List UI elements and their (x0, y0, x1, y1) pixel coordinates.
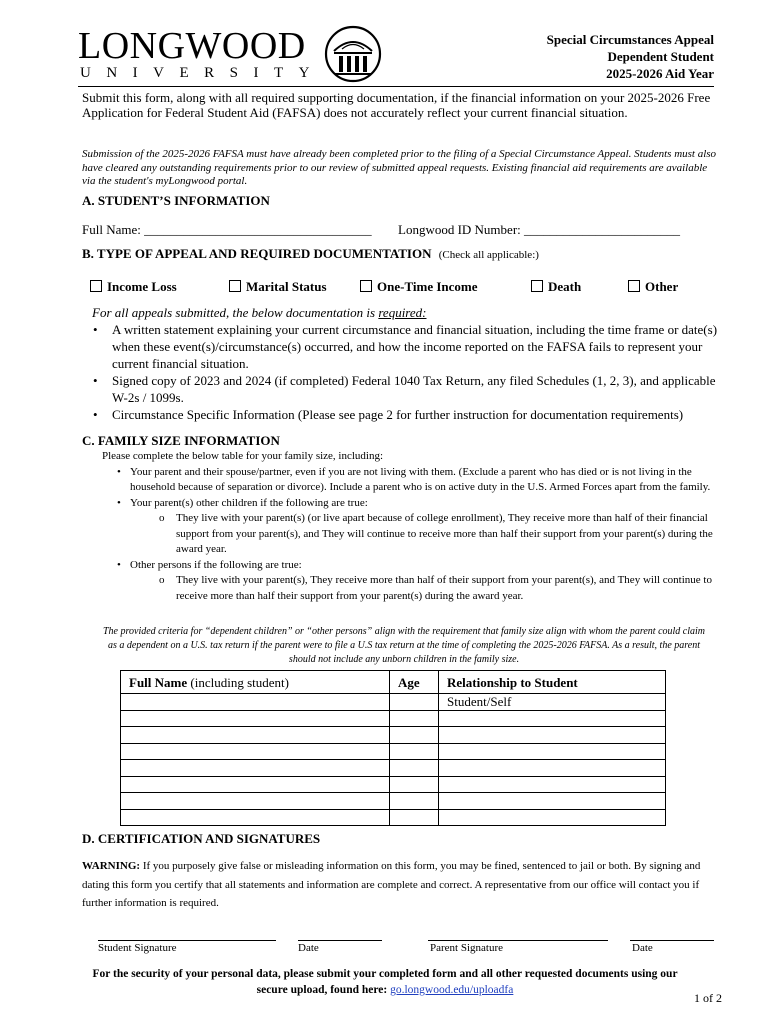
checkbox-income-loss[interactable] (90, 279, 177, 295)
checkbox-label: One-Time Income (377, 279, 478, 294)
logo-subtitle: UNIVERSITY (80, 65, 325, 81)
warning-paragraph (82, 857, 712, 913)
required-docs-lead (92, 305, 426, 321)
table-row[interactable] (121, 793, 666, 810)
parent-signature-label: Parent Signature (430, 942, 504, 954)
table-cell[interactable] (121, 727, 390, 744)
family-size-intro: Please complete the below table for your family size, including: (102, 450, 384, 462)
required-docs-lead-text: For all appeals submitted, the below documentation is (92, 305, 379, 320)
table-cell[interactable] (439, 727, 666, 744)
table-cell[interactable] (439, 710, 666, 727)
checkbox-label: Income Loss (107, 279, 177, 294)
list-item: • Other persons if the following are true: (102, 558, 720, 574)
table-cell[interactable] (439, 760, 666, 777)
list-item: • Circumstance Specific Information (Please see page 2 for further instruction for documentation requirements) (82, 406, 722, 423)
table-row[interactable] (121, 694, 666, 711)
parent-date-line[interactable] (630, 940, 714, 941)
logo-wordmark: LONGWOOD (78, 25, 306, 67)
table-row[interactable] (121, 760, 666, 777)
family-size-note: The provided criteria for “dependent children” or “other persons” align with the requirement that family size align with whom the parent could claim as a dependent on a U.S. tax return if the parent were to file a U.S tax return at the time of completing the 2025-2026 FAFSA. As a result, the parent should not include any unborn children in the family size. (103, 626, 705, 665)
checkbox-label: Other (645, 279, 679, 294)
student-date-label: Date (298, 942, 319, 954)
checkbox-death[interactable] (531, 279, 581, 295)
section-b-heading-row (82, 246, 539, 262)
intro-paragraph: Submit this form, along with all required supporting documentation, if the financial information on your 2025-2026 Free Application for Federal Student Aid (FAFSA) does not accurately reflect your current financial situation. (82, 90, 711, 120)
list-item: o They live with your parent(s), They receive more than half of their support from your parent(s), and They will continue to receive more than half their support from your parent(s) during the award year. (102, 573, 720, 604)
university-seal-icon (322, 25, 384, 83)
form-title-line1: Special Circumstances Appeal (546, 32, 714, 47)
table-cell[interactable] (390, 727, 439, 744)
table-cell[interactable] (121, 793, 390, 810)
requirements-list (82, 321, 722, 423)
warning-label: WARNING: (82, 860, 141, 872)
list-item: • Signed copy of 2023 and 2024 (if completed) Federal 1040 Tax Return, any filed Schedules (1, 2, 3), and applicable W-2s / 1099s. (82, 372, 722, 406)
checkbox-box-icon[interactable] (628, 280, 640, 292)
checkbox-box-icon[interactable] (531, 280, 543, 292)
list-item: • Your parent and their spouse/partner, even if you are not living with them. (Exclude a parent who has died or is not living in the household because of separation or divorce). Include a parent who is on active duty in the U.S. Armed Forces apart from the family. (102, 465, 720, 496)
table-cell[interactable] (390, 694, 439, 711)
required-word: required: (378, 305, 427, 320)
form-title (547, 31, 714, 82)
table-row[interactable] (121, 710, 666, 727)
table-cell[interactable] (121, 710, 390, 727)
table-row[interactable] (121, 727, 666, 744)
table-row[interactable] (121, 776, 666, 793)
table-cell[interactable] (390, 760, 439, 777)
footer-security-note (40, 966, 730, 998)
table-cell[interactable] (390, 776, 439, 793)
table-cell[interactable] (121, 743, 390, 760)
footer-line2 (40, 982, 730, 998)
checkbox-other[interactable] (628, 279, 678, 295)
form-title-line2: Dependent Student (607, 49, 714, 64)
section-b-note: (Check all applicable:) (438, 249, 539, 261)
family-size-instructions (102, 449, 720, 604)
checkbox-box-icon[interactable] (360, 280, 372, 292)
student-date-line[interactable] (298, 940, 382, 941)
table-row[interactable] (121, 809, 666, 826)
table-cell[interactable] (121, 809, 390, 826)
parent-signature-line[interactable] (428, 940, 608, 941)
col-full-name (121, 671, 390, 694)
page-number: 1 of 2 (694, 991, 722, 1005)
table-header-row (121, 671, 666, 694)
footer-line2-prefix: secure upload, found here: (256, 984, 391, 996)
list-item: • A written statement explaining your current circumstance and financial situation, including the time frame or date(s) when these event(s)/circumstance(s) occurred, and how the income reported on the FAFSA fails to represent your current financial situation. (82, 321, 722, 372)
student-signature-label: Student Signature (98, 942, 177, 954)
longwood-id-field[interactable]: Longwood ID Number: ________________________ (398, 222, 681, 237)
checkbox-one-time-income[interactable] (360, 279, 478, 295)
col-age: Age (390, 671, 439, 694)
student-signature-line[interactable] (98, 940, 276, 941)
intro-note: Submission of the 2025-2026 FAFSA must have already been completed prior to the filing of a Special Circumstance Appeal. Students must also have cleared any outstanding requirements prior to our review of submitted appeal requests. Existing financial aid requirements are available via the student's myLongwood portal. (82, 148, 717, 187)
table-cell[interactable] (439, 793, 666, 810)
checkbox-marital-status[interactable] (229, 279, 327, 295)
section-a-heading: A. STUDENT’S INFORMATION (82, 193, 270, 208)
table-cell[interactable] (121, 694, 390, 711)
checkbox-label: Death (548, 279, 582, 294)
list-item: • Your parent(s) other children if the following are true: (102, 496, 720, 512)
section-c-heading: C. FAMILY SIZE INFORMATION (82, 433, 280, 448)
warning-text: If you purposely give false or misleading information on this form, you may be fined, sentenced to jail or both. By signing and dating this form you certify that all statements and information are complete and correct. A representative from our office will contact you if further information is required. (82, 860, 701, 909)
form-title-line3: 2025-2026 Aid Year (606, 66, 714, 81)
table-cell[interactable] (121, 760, 390, 777)
table-cell[interactable] (439, 776, 666, 793)
checkbox-label: Marital Status (246, 279, 327, 294)
list-item: o They live with your parent(s) (or live apart because of college enrollment), They receive more than half of their financial support from your parent(s), and They will continue to receive more than half their support from your parent(s) during the award year. (102, 511, 720, 558)
section-b-heading: B. TYPE OF APPEAL AND REQUIRED DOCUMENTATION (82, 246, 432, 261)
table-cell[interactable] (390, 793, 439, 810)
col-full-name-note: (including student) (187, 674, 289, 690)
table-cell[interactable]: Student/Self (439, 694, 666, 711)
col-full-name-label: Full Name (129, 674, 188, 690)
checkbox-box-icon[interactable] (90, 280, 102, 292)
table-row[interactable] (121, 743, 666, 760)
table-cell[interactable] (390, 809, 439, 826)
upload-link[interactable]: go.longwood.edu/uploadfa (390, 984, 514, 996)
table-cell[interactable] (121, 776, 390, 793)
header-divider (78, 86, 714, 87)
section-d-heading: D. CERTIFICATION AND SIGNATURES (82, 831, 321, 846)
col-relationship: Relationship to Student (439, 671, 666, 694)
table-cell[interactable] (390, 710, 439, 727)
table-cell[interactable] (390, 743, 439, 760)
parent-date-label: Date (632, 942, 653, 954)
table-cell[interactable] (439, 743, 666, 760)
family-size-table (120, 670, 666, 826)
checkbox-box-icon[interactable] (229, 280, 241, 292)
full-name-field[interactable]: Full Name: ___________________________________ (82, 222, 372, 237)
footer-line1: For the security of your personal data, please submit your completed form and all other requested documents using our (92, 968, 678, 980)
table-cell[interactable] (439, 809, 666, 826)
